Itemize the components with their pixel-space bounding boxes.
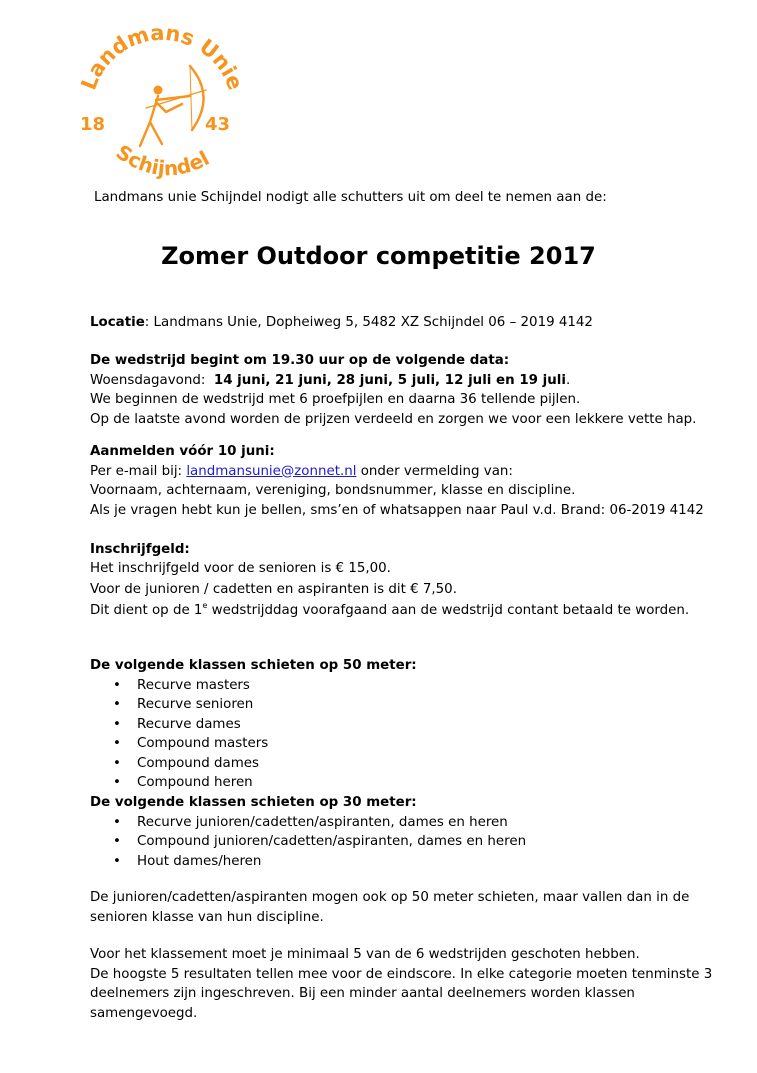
bullet-icon: • [113,755,121,771]
bullet-icon: • [113,697,121,712]
inschrijfgeld-line3-suffix: wedstrijddag voorafgaand aan de wedstrijd contant betaald te worden. [207,603,690,618]
klassement-line2: De hoogste 5 resultaten tellen mee voor de eindscore. In elke categorie moeten tenminste 3 [90,966,713,982]
aanmelden-heading: Aanmelden vóór 10 juni: [90,444,275,459]
wedstrijd-line3: Op de laatste avond worden de prijzen verdeeld en zorgen we voor een lekkere vette hap. [90,411,697,427]
invitation-line: Landmans unie Schijndel nodigt alle schutters uit om deel te nemen aan de: [94,190,607,205]
list-item-label: Compound junioren/cadetten/aspiranten, dames en heren [137,834,527,849]
inschrijfgeld-section [90,539,730,621]
klassement-line3: deelnemers zijn ingeschreven. Bij een minder aantal deelnemers worden klassen [90,986,635,1001]
klassement-line1: Voor het klassement moet je minimaal 5 van de 6 wedstrijden geschoten hebben. [90,947,640,962]
junioren-line2: senioren klasse van hun discipline. [90,909,324,925]
club-logo [70,18,250,198]
klassement-line4: samengevoegd. [90,1005,198,1021]
email-suffix: onder vermelding van: [356,463,513,479]
list-item [90,832,730,852]
bullet-icon: • [113,775,121,790]
locatie-label: Locatie [90,315,145,330]
locatie-section [90,313,730,333]
aanmelden-section [90,442,730,520]
list-item-label: Hout dames/heren [137,853,262,869]
wedstrijd-heading: De wedstrijd begint om 19.30 uur op de volgende data: [90,353,510,368]
list-item-label: Recurve dames [137,716,241,732]
dates-prefix: Woensdagavond: [90,372,214,388]
bullet-icon: • [113,716,121,732]
klassement-section [90,945,730,1023]
list-item [90,813,730,833]
list-item-label: Recurve masters [137,677,250,693]
email-link[interactable]: landmansunie@zonnet.nl [186,463,357,479]
page-title: Zomer Outdoor competitie 2017 [161,242,596,270]
list-item [90,676,730,696]
list-item-label: Recurve junioren/cadetten/aspiranten, dames en heren [137,814,508,830]
bullet-icon: • [113,834,121,849]
klassen50-heading: De volgende klassen schieten op 50 meter: [90,658,417,673]
archer-figure-icon [140,66,206,146]
bullet-icon: • [113,677,121,693]
klassen50-list [90,676,730,793]
logo-year-right: 43 [205,114,231,135]
list-item [90,773,730,793]
list-item [90,695,730,715]
bullet-icon: • [113,736,121,751]
bullet-icon: • [113,814,121,830]
junioren-section [90,888,730,927]
dates-list: 14 juni, 21 juni, 28 juni, 5 juli, 12 juli en 19 juli [213,372,566,388]
archer-logo-icon [70,18,250,198]
locatie-text: : Landmans Unie, Dopheiweg 5, 5482 XZ Schijndel 06 – 2019 4142 [144,315,593,330]
list-item-label: Compound dames [137,755,259,771]
inschrijfgeld-line1: Het inschrijfgeld voor de senioren is € 15,00. [90,561,391,576]
dates-suffix: . [565,372,571,388]
list-item-label: Compound heren [137,775,253,790]
wedstrijd-line2: We beginnen de wedstrijd met 6 proefpijlen en daarna 36 tellende pijlen. [90,392,581,407]
superscript-e: e [202,601,208,610]
email-prefix: Per e-mail bij: [90,463,187,479]
bullet-icon: • [113,853,121,869]
logo-name-text: Landmans Unie [76,20,248,94]
aanmelden-line3: Als je vragen hebt kun je bellen, sms’en of whatsappen naar Paul v.d. Brand: 06-2019 4142 [90,502,704,518]
klassen30-list [90,813,730,872]
aanmelden-line2: Voornaam, achternaam, vereniging, bondsnummer, klasse en discipline. [90,483,576,498]
klassen30-section [90,793,730,871]
list-item-label: Recurve senioren [137,697,254,712]
inschrijfgeld-heading: Inschrijfgeld: [90,542,190,557]
wedstrijd-section [90,351,730,429]
junioren-line1: De junioren/cadetten/aspiranten mogen ook op 50 meter schieten, maar vallen dan in de [90,890,690,905]
list-item-label: Compound masters [137,736,269,751]
klassen30-heading: De volgende klassen schieten op 30 meter: [90,795,417,810]
inschrijfgeld-line3-prefix: Dit dient op de 1 [90,603,203,618]
logo-year-left: 18 [80,114,106,135]
list-item [90,734,730,754]
list-item [90,754,730,774]
list-item [90,715,730,735]
list-item [90,852,730,872]
inschrijfgeld-line2: Voor de junioren / cadetten en aspiranten is dit € 7,50. [90,582,457,597]
klassen50-section [90,656,730,793]
logo-town-text: Schijndel [111,139,214,181]
